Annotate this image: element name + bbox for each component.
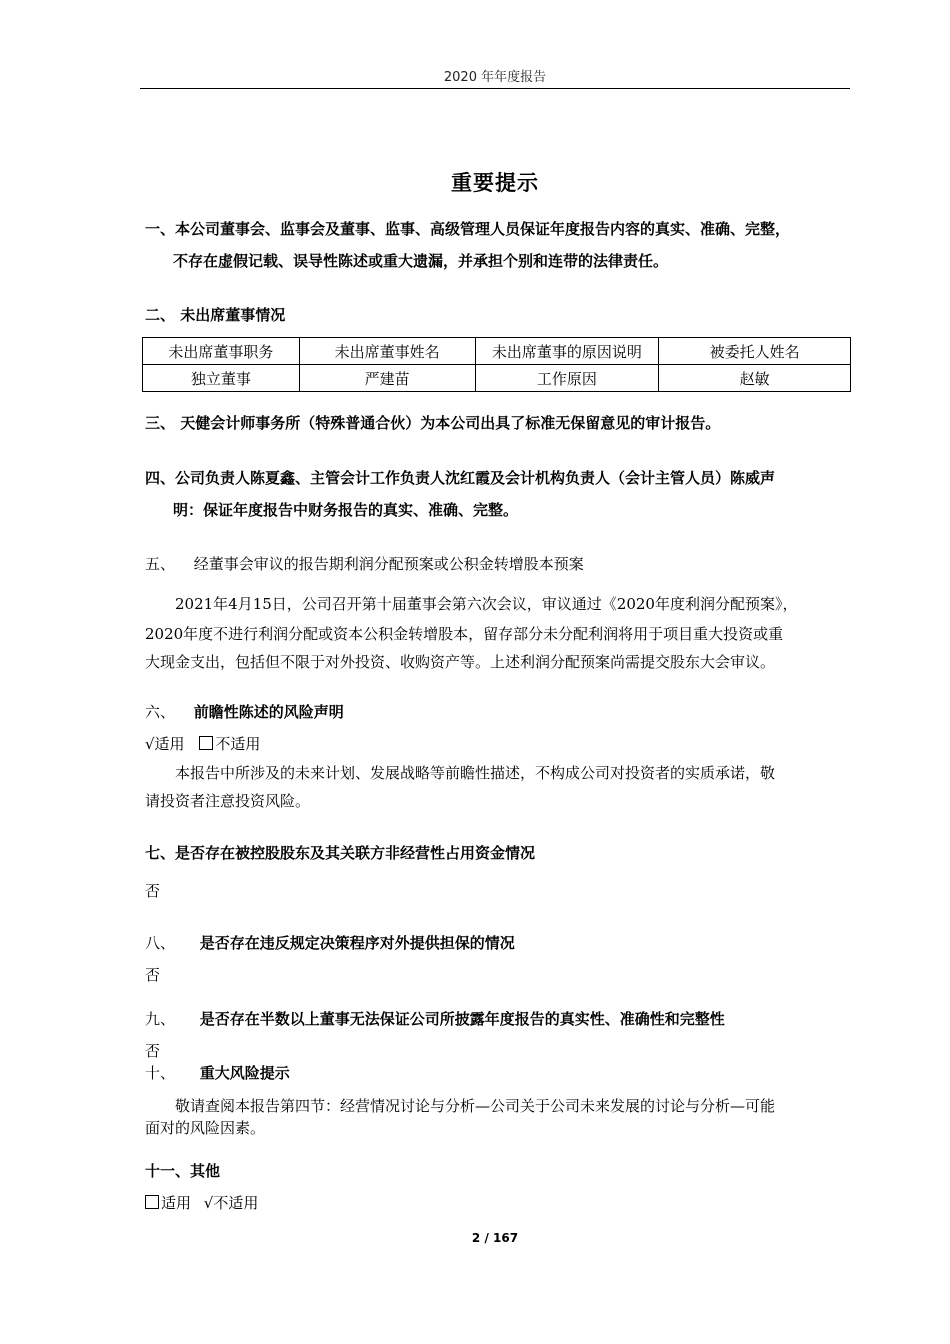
table-header-cell: 被委托人姓名 bbox=[659, 338, 851, 365]
page-title: 重要提示 bbox=[451, 171, 539, 195]
section-10-heading: 重大风险提示 bbox=[199, 1064, 290, 1082]
section-5-heading-row bbox=[145, 549, 584, 579]
section-7-answer: 否 bbox=[145, 882, 161, 900]
section-1-line-2: 不存在虚假记载、误导性陈述或重大遗漏，并承担个别和连带的法律责任。 bbox=[173, 252, 669, 270]
section-6-number: 六、 bbox=[145, 703, 176, 721]
section-11-options bbox=[145, 1189, 258, 1217]
table-cell: 独立董事 bbox=[143, 365, 300, 392]
section-8-number: 八、 bbox=[145, 934, 176, 952]
table-header-cell: 未出席董事姓名 bbox=[299, 338, 475, 365]
section-8-answer: 否 bbox=[145, 966, 161, 984]
section-10-para-line-1: 敬请查阅本报告第四节：经营情况讨论与分析—公司关于公司未来发展的讨论与分析—可能 bbox=[175, 1097, 776, 1115]
table-header-row bbox=[143, 338, 851, 365]
section-5-para-line-3: 大现金支出，包括但不限于对外投资、收购资产等。上述利润分配预案尚需提交股东大会审议。 bbox=[145, 653, 776, 671]
section-6-para-line-2: 请投资者注意投资风险。 bbox=[145, 792, 311, 810]
section-7-heading: 七、是否存在被控股股东及其关联方非经营性占用资金情况 bbox=[145, 844, 536, 862]
option-not-applicable-checked: √不适用 bbox=[203, 1194, 259, 1212]
section-9-heading-row bbox=[145, 1004, 725, 1034]
section-5-number: 五、 bbox=[145, 555, 176, 573]
table-header-cell: 未出席董事职务 bbox=[143, 338, 300, 365]
page-number: 2 / 167 bbox=[471, 1231, 519, 1245]
section-2-heading: 二、 未出席董事情况 bbox=[145, 306, 286, 324]
section-6-heading: 前瞻性陈述的风险声明 bbox=[193, 703, 344, 721]
option-applicable-checked: √适用 bbox=[145, 735, 185, 753]
option-not-applicable: 不适用 bbox=[199, 735, 260, 753]
section-5-para-line-1: 2021年4月15日，公司召开第十届董事会第六次会议，审议通过《2020年度利润分配预案》， bbox=[175, 595, 798, 613]
section-10-number: 十、 bbox=[145, 1064, 176, 1082]
option-applicable: 适用 bbox=[145, 1194, 191, 1212]
section-9-heading: 是否存在半数以上董事无法保证公司所披露年度报告的真实性、准确性和完整性 bbox=[199, 1010, 725, 1028]
section-6-options bbox=[145, 730, 260, 758]
section-1-line-1: 一、本公司董事会、监事会及董事、监事、高级管理人员保证年度报告内容的真实、准确、完整， bbox=[145, 220, 791, 238]
section-8-heading-row bbox=[145, 928, 515, 958]
table-cell: 工作原因 bbox=[475, 365, 659, 392]
section-5-heading: 经董事会审议的报告期利润分配预案或公积金转增股本预案 bbox=[193, 555, 584, 573]
checkbox-empty-icon bbox=[199, 736, 213, 750]
section-3-heading: 三、 天健会计师事务所（特殊普通合伙）为本公司出具了标准无保留意见的审计报告。 bbox=[145, 414, 721, 432]
absent-directors-table bbox=[142, 337, 851, 392]
section-10-heading-row bbox=[145, 1058, 290, 1088]
checkbox-empty-icon bbox=[145, 1195, 159, 1209]
section-9-number: 九、 bbox=[145, 1010, 176, 1028]
page-header: 2020 年年度报告 bbox=[443, 70, 547, 85]
section-9-answer: 否 bbox=[145, 1042, 161, 1060]
table-cell: 赵敏 bbox=[659, 365, 851, 392]
table-header-cell: 未出席董事的原因说明 bbox=[475, 338, 659, 365]
section-10-para-line-2: 面对的风险因素。 bbox=[145, 1119, 266, 1137]
section-4-line-2: 明：保证年度报告中财务报告的真实、准确、完整。 bbox=[173, 501, 519, 519]
table-row bbox=[143, 365, 851, 392]
header-divider bbox=[140, 88, 850, 89]
section-5-para-line-2: 2020年度不进行利润分配或资本公积金转增股本，留存部分未分配利润将用于项目重大投资或重 bbox=[145, 625, 784, 643]
section-6-para-line-1: 本报告中所涉及的未来计划、发展战略等前瞻性描述，不构成公司对投资者的实质承诺，敬 bbox=[175, 764, 776, 782]
section-11-heading: 十一、其他 bbox=[145, 1162, 221, 1180]
section-4-line-1: 四、公司负责人陈夏鑫、主管会计工作负责人沈红霞及会计机构负责人（会计主管人员）陈威声 bbox=[145, 469, 776, 487]
section-6-heading-row bbox=[145, 697, 344, 727]
section-8-heading: 是否存在违反规定决策程序对外提供担保的情况 bbox=[199, 934, 515, 952]
table-cell: 严建苗 bbox=[299, 365, 475, 392]
